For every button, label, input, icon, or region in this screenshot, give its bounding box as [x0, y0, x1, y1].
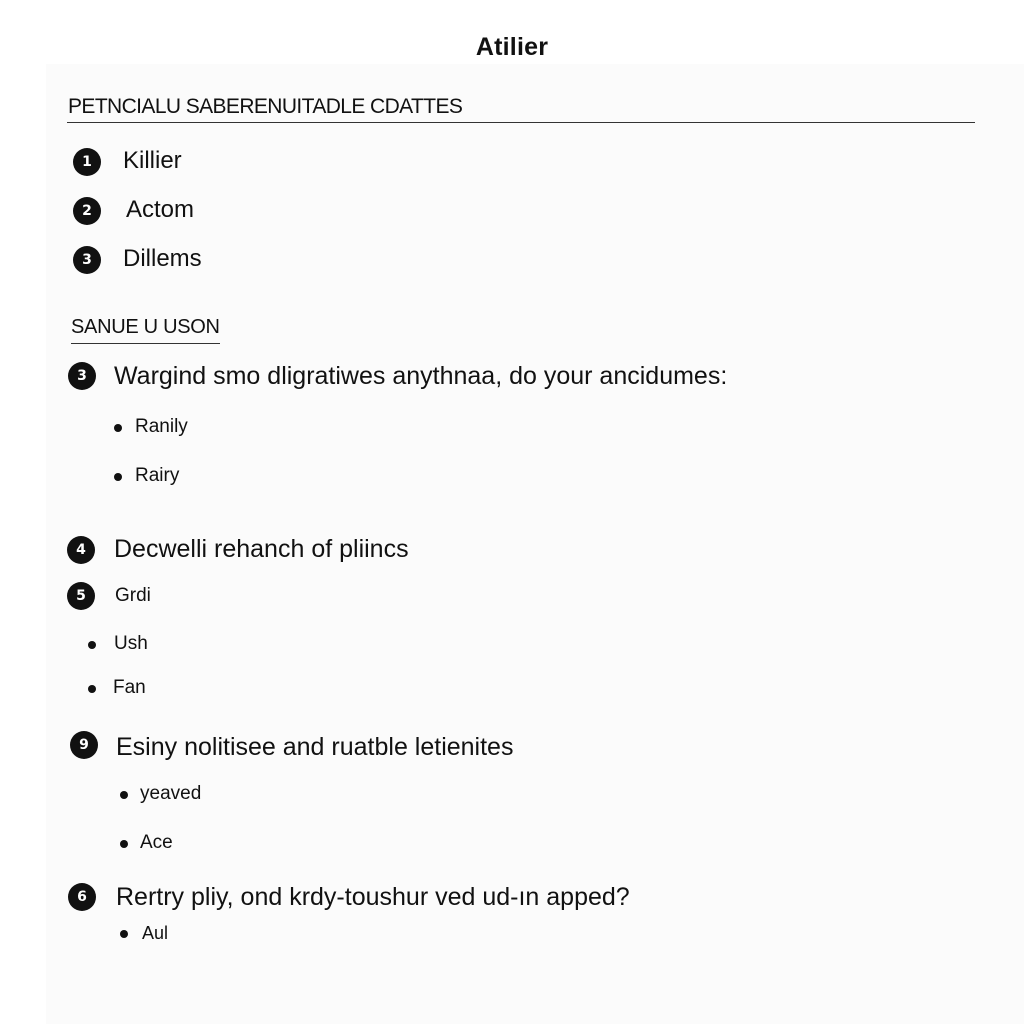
list-item-label: Rertry pliy, ond krdy-toushur ved ud-ın apped?	[116, 883, 630, 911]
bullet-item: yeaved	[140, 783, 202, 804]
number-badge: 3	[73, 246, 101, 274]
bullet-dot	[120, 840, 128, 848]
list-item-label: Dillems	[123, 245, 202, 272]
number-badge: 9	[70, 731, 98, 759]
section-heading: PETNCIALU SABERENUITADLE CDATTES	[68, 95, 463, 118]
bullet-dot	[114, 473, 122, 481]
list-item-label: Actom	[126, 196, 195, 223]
bullet-dot	[114, 424, 122, 432]
list-item-label: Killier	[123, 147, 182, 174]
list-item-label: Decwelli rehanch of pliincs	[114, 535, 409, 563]
bullet-item: Ranily	[135, 416, 188, 437]
bullet-item: Ace	[140, 832, 173, 853]
number-badge: 3	[68, 362, 96, 390]
bullet-item: Aul	[142, 923, 169, 943]
bullet-item: Ush	[114, 633, 148, 654]
heading-rule	[67, 122, 975, 123]
number-badge: 4	[67, 536, 95, 564]
number-badge: 2	[73, 197, 101, 225]
document-title: Atilier	[475, 33, 549, 61]
bullet-dot	[88, 685, 96, 693]
bullet-dot	[120, 791, 128, 799]
bullet-item: Fan	[113, 677, 146, 698]
number-badge: 1	[73, 148, 101, 176]
list-item-label: Wargind smo dligratiwes anythnaa, do your ancidumes:	[114, 362, 728, 390]
number-badge: 6	[68, 883, 96, 911]
bullet-dot	[120, 930, 128, 938]
bullet-dot	[88, 641, 96, 649]
list-item-label: Grdi	[115, 585, 151, 606]
bullet-item: Rairy	[135, 465, 180, 486]
section-heading: SANUE U USON	[71, 316, 220, 344]
number-badge: 5	[67, 582, 95, 610]
list-item-label: Esiny nolitisee and ruatble letienites	[116, 733, 514, 761]
